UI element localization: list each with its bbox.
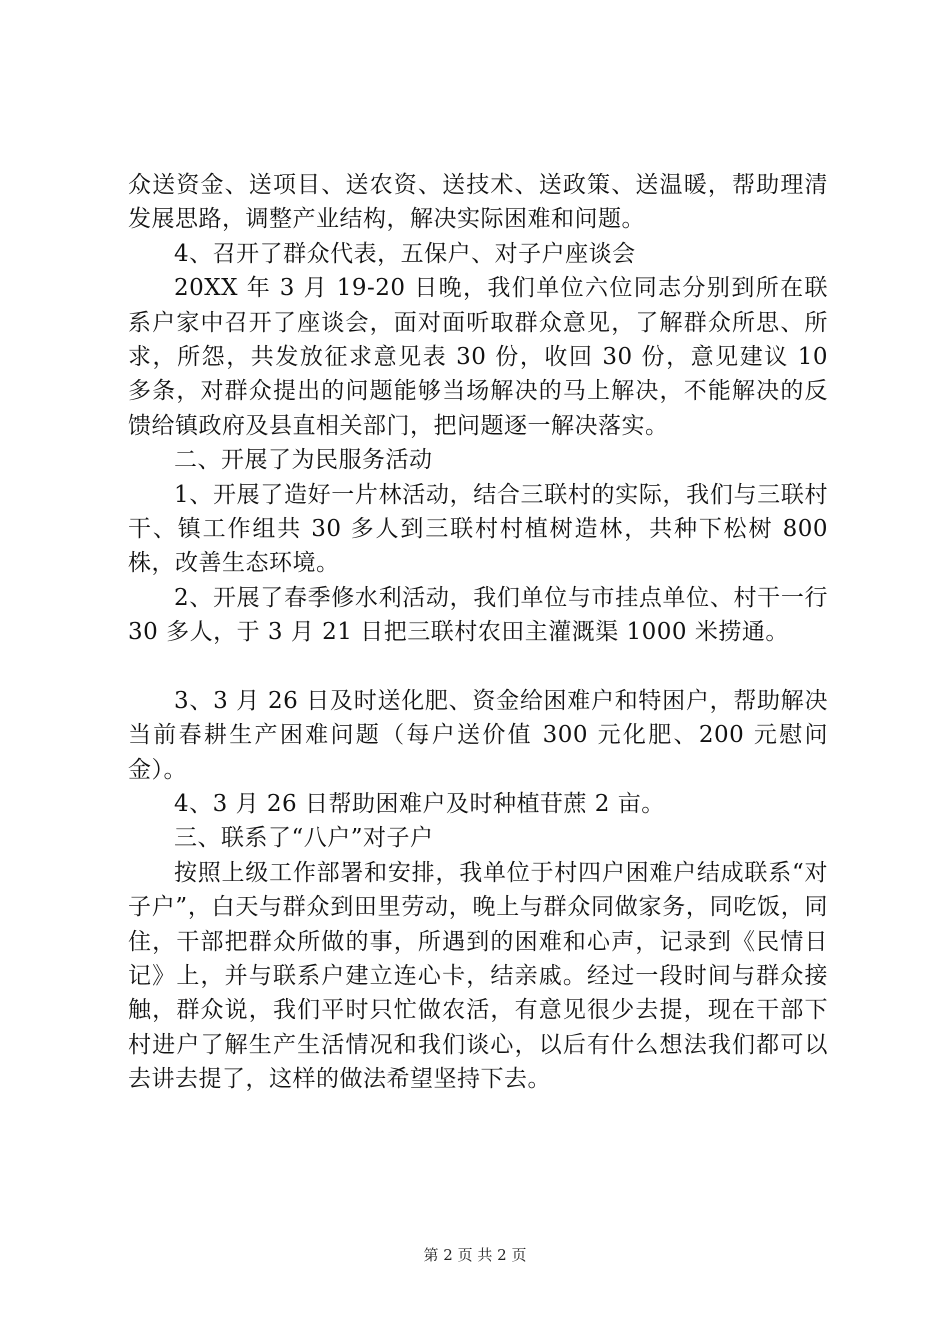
paragraph-irrigation: 2、开展了春季修水利活动，我们单位与市挂点单位、村干一行 30 多人，于 3 月 21 日把三联村农田主灌溉渠 1000 米捞通。	[128, 584, 828, 646]
paragraph-sugarcane: 4、3 月 26 日帮助困难户及时种植苷蔗 2 亩。	[174, 790, 665, 817]
paragraph-fertilizer-aid: 3、3 月 26 日及时送化肥、资金给困难户和特困户，帮助解决当前春耕生产困难问题（每户送价值 300 元化肥、200 元慰问金）。	[128, 687, 828, 783]
section-heading-service: 二、开展了为民服务活动	[174, 447, 433, 474]
document-body	[128, 168, 828, 1097]
paragraph-households-details: 按照上级工作部署和安排，我单位于村四户困难户结成联系“对子户”，白天与群众到田里劳动，晚上与群众同做家务，同吃饭，同住，干部把群众所做的事，所遇到的困难和心声，记录到《民情日记》上，并与联系户建立连心卡，结亲戚。经过一段时间与群众接触，群众说，我们平时只忙做农活，有意见很少去提，现在干部下村进户了解生产生活情况和我们谈心，以后有什么想法我们都可以去讲去提了，这样的做法希望坚持下去。	[128, 859, 828, 1093]
paragraph-heading-meeting: 4、召开了群众代表，五保户、对子户座谈会	[174, 240, 636, 267]
page-footer: 第 2 页 共 2 页	[423, 1246, 527, 1264]
paragraph-forestation: 1、开展了造好一片林活动，结合三联村的实际，我们与三联村干、镇工作组共 30 多人到三联村村植树造林，共种下松树 800 株，改善生态环境。	[128, 481, 828, 577]
paragraph-continuation: 众送资金、送项目、送农资、送技术、送政策、送温暖，帮助理清发展思路，调整产业结构，解决实际困难和问题。	[128, 172, 828, 233]
section-heading-households: 三、联系了“八户”对子户	[174, 825, 434, 852]
paragraph-meeting-details: 20XX 年 3 月 19-20 日晚，我们单位六位同志分别到所在联系户家中召开了座谈会，面对面听取群众意见，了解群众所思、所求，所怨，共发放征求意见表 30 份，收回 30 份，意见建议 10 多条，对群众提出的问题能够当场解决的马上解决，不能解决的反馈给镇政府及县直相关部门，把问题逐一解决落实。	[128, 275, 828, 439]
